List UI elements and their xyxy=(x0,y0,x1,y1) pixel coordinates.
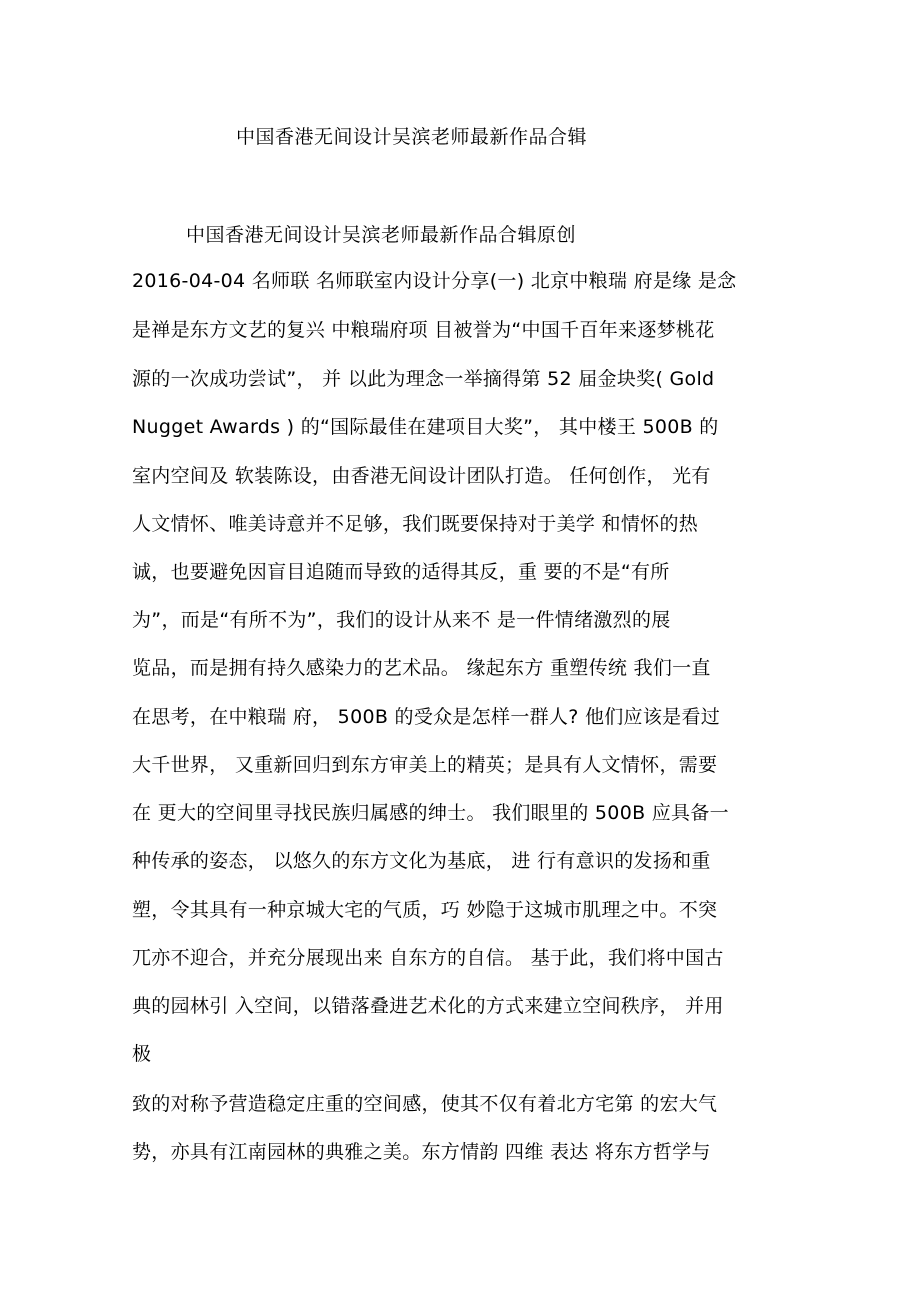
document-title: 中国香港无间设计吴滨老师最新作品合辑 xyxy=(236,126,588,148)
body-line: 人文情怀、唯美诗意并不足够，我们既要保持对于美学 和情怀的热 xyxy=(132,513,699,535)
article-subtitle: 中国香港无间设计吴滨老师最新作品合辑原创 xyxy=(186,224,577,246)
body-line: Nugget Awards ) 的“国际最佳在建项目大奖”， 其中楼王 500B 的 xyxy=(132,416,719,438)
body-line: 致的对称予营造稳定庄重的空间感，使其不仅有着北方宅第 的宏大气 xyxy=(132,1093,718,1115)
body-line: 塑，令其具有一种京城大宅的气质，巧 妙隐于这城市肌理之中。不突 xyxy=(132,899,718,921)
body-line: 在 更大的空间里寻找民族归属感的绅士。 我们眼里的 500B 应具备一 xyxy=(132,802,729,824)
body-line: 是禅是东方文艺的复兴 中粮瑞府项 目被誉为“中国千百年来逐梦桃花 xyxy=(132,319,715,341)
body-line: 势，亦具有江南园林的典雅之美。东方情韵 四维 表达 将东方哲学与 xyxy=(132,1141,711,1163)
body-line: 诚，也要避免因盲目追随而导致的适得其反，重 要的不是“有所 xyxy=(132,561,670,583)
body-line: 室内空间及 软装陈设，由香港无间设计团队打造。 任何创作， 光有 xyxy=(132,465,711,487)
body-line: 极 xyxy=(132,1043,152,1065)
body-line: 为”，而是“有所不为”，我们的设计从来不 是一件情绪激烈的展 xyxy=(132,609,671,631)
body-line: 典的园林引 入空间，以错落叠进艺术化的方式来建立空间秩序， 并用 xyxy=(132,995,724,1017)
body-line: 在思考，在中粮瑞 府， 500B 的受众是怎样一群人? 他们应该是看过 xyxy=(132,706,721,728)
body-line: 兀亦不迎合，并充分展现出来 自东方的自信。 基于此，我们将中国古 xyxy=(132,947,724,969)
body-line: 源的一次成功尝试”， 并 以此为理念一举摘得第 52 届金块奖( Gold xyxy=(132,368,715,390)
body-line: 大千世界， 又重新回归到东方审美上的精英；是具有人文情怀，需要 xyxy=(132,754,718,776)
body-line: 种传承的姿态， 以悠久的东方文化为基底， 进 行有意识的发扬和重 xyxy=(132,850,711,872)
body-line: 2016-04-04 名师联 名师联室内设计分享(一) 北京中粮瑞 府是缘 是念 xyxy=(132,270,737,292)
body-line: 览品，而是拥有持久感染力的艺术品。 缘起东方 重塑传统 我们一直 xyxy=(132,657,711,679)
